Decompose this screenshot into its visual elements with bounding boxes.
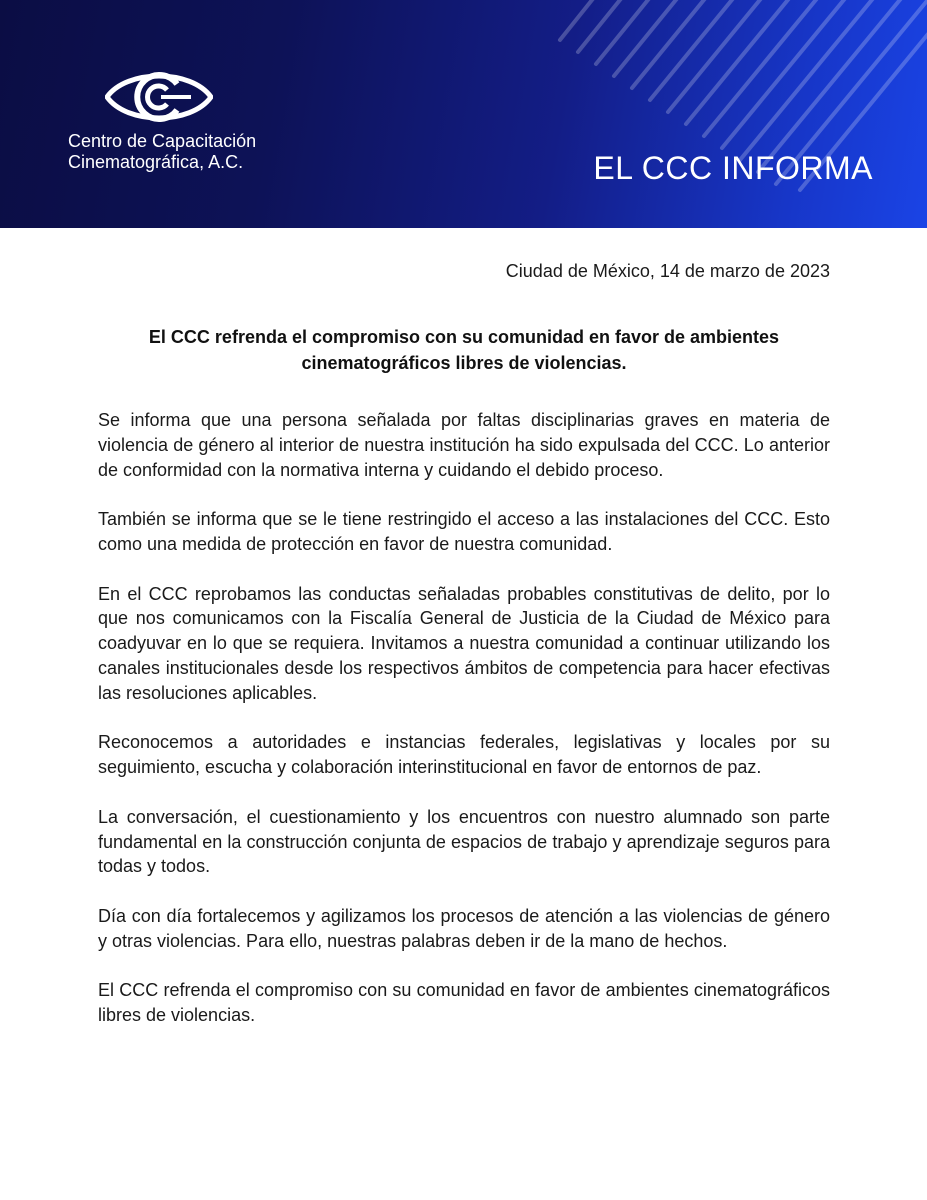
document-date: Ciudad de México, 14 de marzo de 2023 [505,261,830,281]
ccc-eye-logo-icon [105,66,213,128]
org-name-line-2: Cinematográfica, A.C. [68,152,244,172]
paragraph-acknowledgement: Reconocemos a autoridades e instancias federales, legislativas y locales por su seguimiento, escucha y colaboración interinstitucional en favor de entornos de paz. [98,732,830,778]
paragraph-closing: El CCC refrenda el compromiso con su comunidad en favor de ambientes cinematográficos libres de violencias. [98,980,830,1026]
document-headline: El CCC refrenda el compromiso con su comunidad en favor de ambientes cinematográficos libres de violencias. [148,327,780,373]
paragraph-conversation: La conversación, el cuestionamiento y los encuentros con nuestro alumnado son parte fundamental en la construcción conjunta de espacios de trabajo y aprendizaje seguros para todas y todos. [98,806,830,877]
org-name-line-1: Centro de Capacitación [68,131,257,151]
document-body [98,258,830,1028]
paragraph-restriction: También se informa que se le tiene restringido el acceso a las instalaciones del CCC. Esto como una medida de protección en favor de nuestra comunidad. [98,509,830,554]
paragraph-processes: Día con día fortalecemos y agilizamos los procesos de atención a las violencias de género y otras violencias. Para ello, nuestras palabras deben ir de la mano de hechos. [98,905,830,951]
header-banner [0,0,927,228]
organization-name [68,131,256,173]
paragraph-fiscalia: En el CCC reprobamos las conductas señaladas probables constitutivas de delito, por lo que nos comunicamos con la Fiscalía General de Justicia de la Ciudad de México para coadyuvar en lo que se requiera. Invitamos a nuestra comunidad a continuar utilizando los canales institucionales desde los respectivos ámbitos de competencia para hacer efectivas las resoluciones aplicables. [98,583,830,703]
header-title: EL CCC INFORMA [593,150,873,186]
paragraph-expulsion: Se informa que una persona señalada por faltas disciplinarias graves en materia de violencia de género al interior de nuestra institución ha sido expulsada del CCC. Lo anterior de conformidad con la normativa interna y cuidando el debido proceso. [98,410,830,480]
